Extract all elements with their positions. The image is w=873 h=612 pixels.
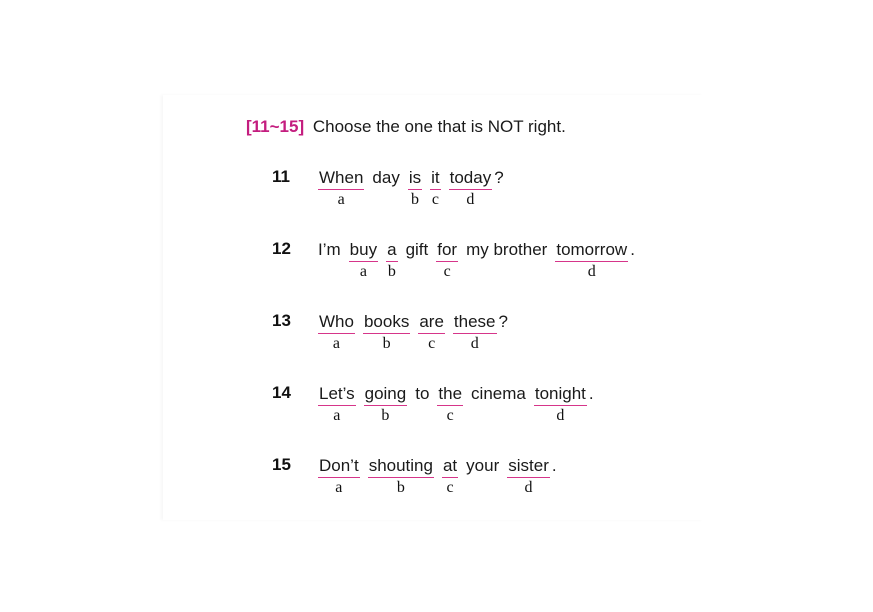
- answer-option-b[interactable]: [368, 455, 434, 497]
- instruction-text: Choose the one that is NOT right.: [312, 117, 566, 136]
- option-word: Let’s: [318, 383, 356, 406]
- answer-option-a[interactable]: [318, 455, 360, 497]
- sentence-punctuation: .: [588, 384, 594, 403]
- option-letter: c: [443, 263, 451, 280]
- option-letter: b: [381, 407, 390, 424]
- sentence-word: to: [415, 384, 430, 403]
- question-number: 14: [272, 383, 291, 402]
- answer-option-b[interactable]: [364, 383, 408, 425]
- option-letter: b: [382, 335, 391, 352]
- sentence-word: day: [372, 168, 400, 187]
- option-word: is: [408, 167, 422, 190]
- answer-option-c[interactable]: [436, 239, 458, 281]
- option-letter: a: [332, 335, 341, 352]
- answer-option-a[interactable]: [318, 167, 364, 209]
- sentence-word: cinema: [471, 384, 526, 403]
- sentence-punctuation: ?: [494, 168, 504, 187]
- option-word: When: [318, 167, 364, 190]
- question-number: 15: [272, 455, 291, 474]
- option-letter: c: [446, 407, 454, 424]
- answer-option-a[interactable]: [349, 239, 378, 281]
- option-word: shouting: [368, 455, 434, 478]
- option-word: books: [363, 311, 410, 334]
- sentence-punctuation: .: [630, 240, 635, 259]
- option-word: are: [418, 311, 445, 334]
- question-sentence: [318, 167, 504, 209]
- option-letter: d: [524, 479, 533, 496]
- section-header: [246, 117, 566, 137]
- answer-option-c[interactable]: [442, 455, 458, 497]
- option-word: for: [436, 239, 458, 262]
- answer-option-d[interactable]: [555, 239, 628, 281]
- sentence-word: my brother: [466, 240, 548, 259]
- option-word: these: [453, 311, 497, 334]
- option-letter: c: [431, 191, 439, 208]
- answer-option-c[interactable]: [437, 383, 463, 425]
- answer-option-b[interactable]: [386, 239, 397, 281]
- option-letter: a: [359, 263, 367, 280]
- option-letter: b: [387, 263, 396, 280]
- option-letter: a: [337, 191, 345, 208]
- answer-option-a[interactable]: [318, 311, 355, 353]
- answer-option-c[interactable]: [418, 311, 445, 353]
- option-word: it: [430, 167, 441, 190]
- answer-option-b[interactable]: [363, 311, 410, 353]
- option-word: a: [386, 239, 397, 262]
- sentence-word: gift: [405, 240, 429, 259]
- sentence-word: I’m: [318, 240, 341, 259]
- option-letter: a: [335, 479, 343, 496]
- option-letter: b: [396, 479, 405, 496]
- answer-option-b[interactable]: [408, 167, 422, 209]
- sentence-punctuation: .: [551, 456, 557, 475]
- option-word: at: [442, 455, 458, 478]
- answer-option-d[interactable]: [534, 383, 587, 425]
- option-word: today: [449, 167, 493, 190]
- answer-option-d[interactable]: [507, 455, 550, 497]
- question-sentence: [318, 311, 508, 353]
- question-number: 13: [272, 311, 291, 330]
- answer-option-d[interactable]: [453, 311, 497, 353]
- option-word: the: [437, 383, 463, 406]
- option-word: going: [364, 383, 408, 406]
- option-letter: d: [556, 407, 565, 424]
- answer-option-d[interactable]: [449, 167, 493, 209]
- question-sentence: [318, 383, 594, 425]
- option-word: sister: [507, 455, 550, 478]
- option-word: tomorrow: [555, 239, 628, 262]
- option-word: Don’t: [318, 455, 360, 478]
- option-letter: d: [587, 263, 596, 280]
- question-range: [11~15]: [246, 117, 305, 136]
- option-letter: a: [333, 407, 341, 424]
- option-word: Who: [318, 311, 355, 334]
- answer-option-c[interactable]: [430, 167, 441, 209]
- option-letter: c: [428, 335, 436, 352]
- question-sentence: [318, 239, 635, 281]
- option-letter: d: [470, 335, 479, 352]
- sentence-punctuation: ?: [498, 312, 508, 331]
- option-letter: b: [410, 191, 419, 208]
- answer-option-a[interactable]: [318, 383, 356, 425]
- option-word: tonight: [534, 383, 587, 406]
- question-sentence: [318, 455, 557, 497]
- option-word: buy: [349, 239, 378, 262]
- question-number: 11: [272, 167, 290, 186]
- sentence-word: your: [466, 456, 500, 475]
- question-number: 12: [272, 239, 291, 258]
- option-letter: d: [466, 191, 475, 208]
- option-letter: c: [446, 479, 454, 496]
